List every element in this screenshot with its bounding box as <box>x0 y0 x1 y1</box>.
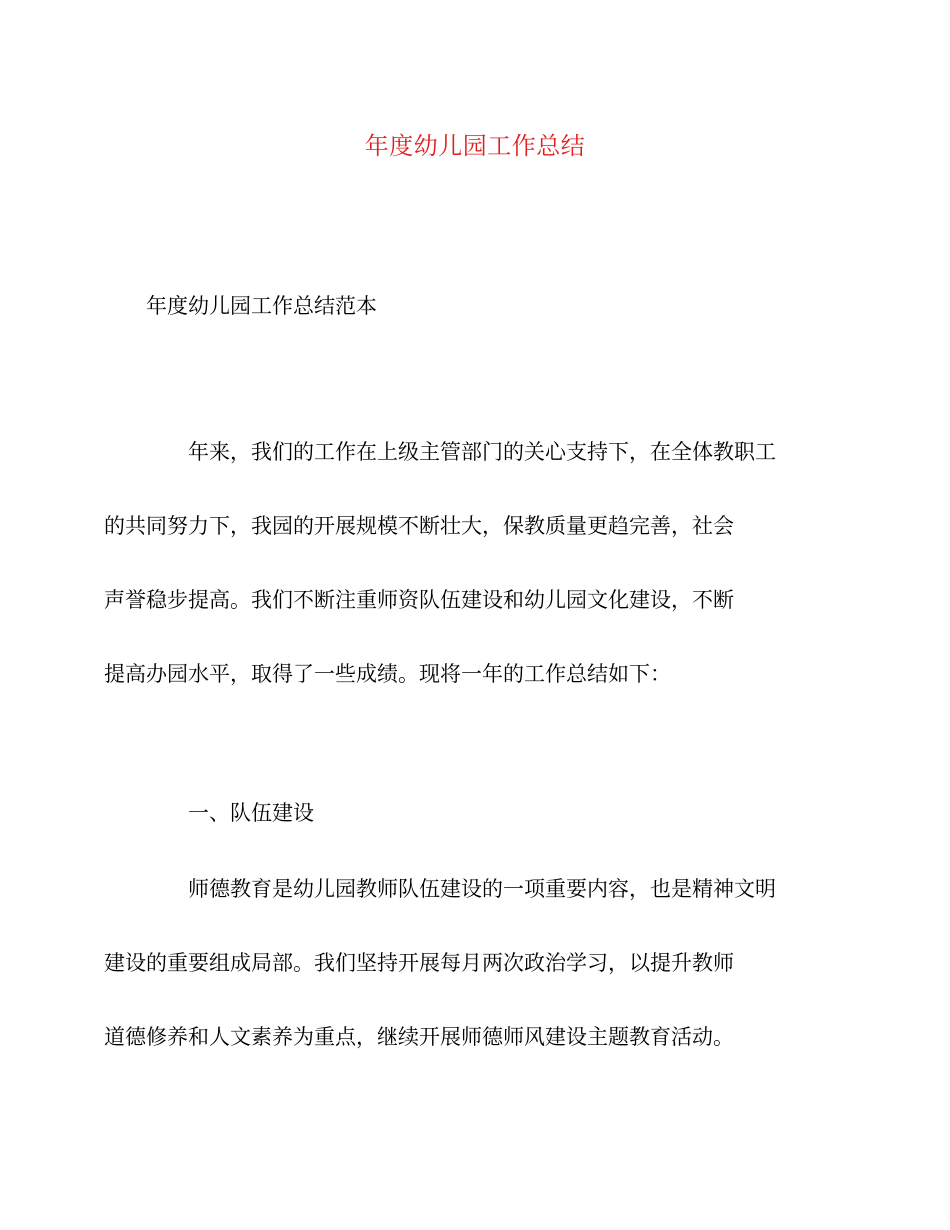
document-title: 年度幼儿园工作总结 <box>364 132 586 160</box>
paragraph-line: 建设的重要组成局部。我们坚持开展每月两次政治学习，以提升教师 <box>104 951 734 975</box>
paragraph-line: 声誉稳步提高。我们不断注重师资队伍建设和幼儿园文化建设，不断 <box>104 588 734 612</box>
paragraph-line: 的共同努力下，我园的开展规模不断壮大，保教质量更趋完善，社会 <box>104 514 734 538</box>
paragraph-line: 道德修养和人文素养为重点，继续开展师德师风建设主题教育活动。 <box>104 1025 734 1049</box>
section-heading: 一、队伍建设 <box>188 801 314 825</box>
paragraph-line: 师德教育是幼儿园教师队伍建设的一项重要内容，也是精神文明 <box>188 877 776 901</box>
paragraph-line: 提高办园水平，取得了一些成绩。现将一年的工作总结如下： <box>104 662 671 686</box>
document-subtitle: 年度幼儿园工作总结范本 <box>146 294 377 318</box>
paragraph-line: 年来，我们的工作在上级主管部门的关心支持下，在全体教职工 <box>188 440 776 464</box>
section1-paragraph <box>104 852 806 1074</box>
intro-paragraph <box>104 415 806 711</box>
